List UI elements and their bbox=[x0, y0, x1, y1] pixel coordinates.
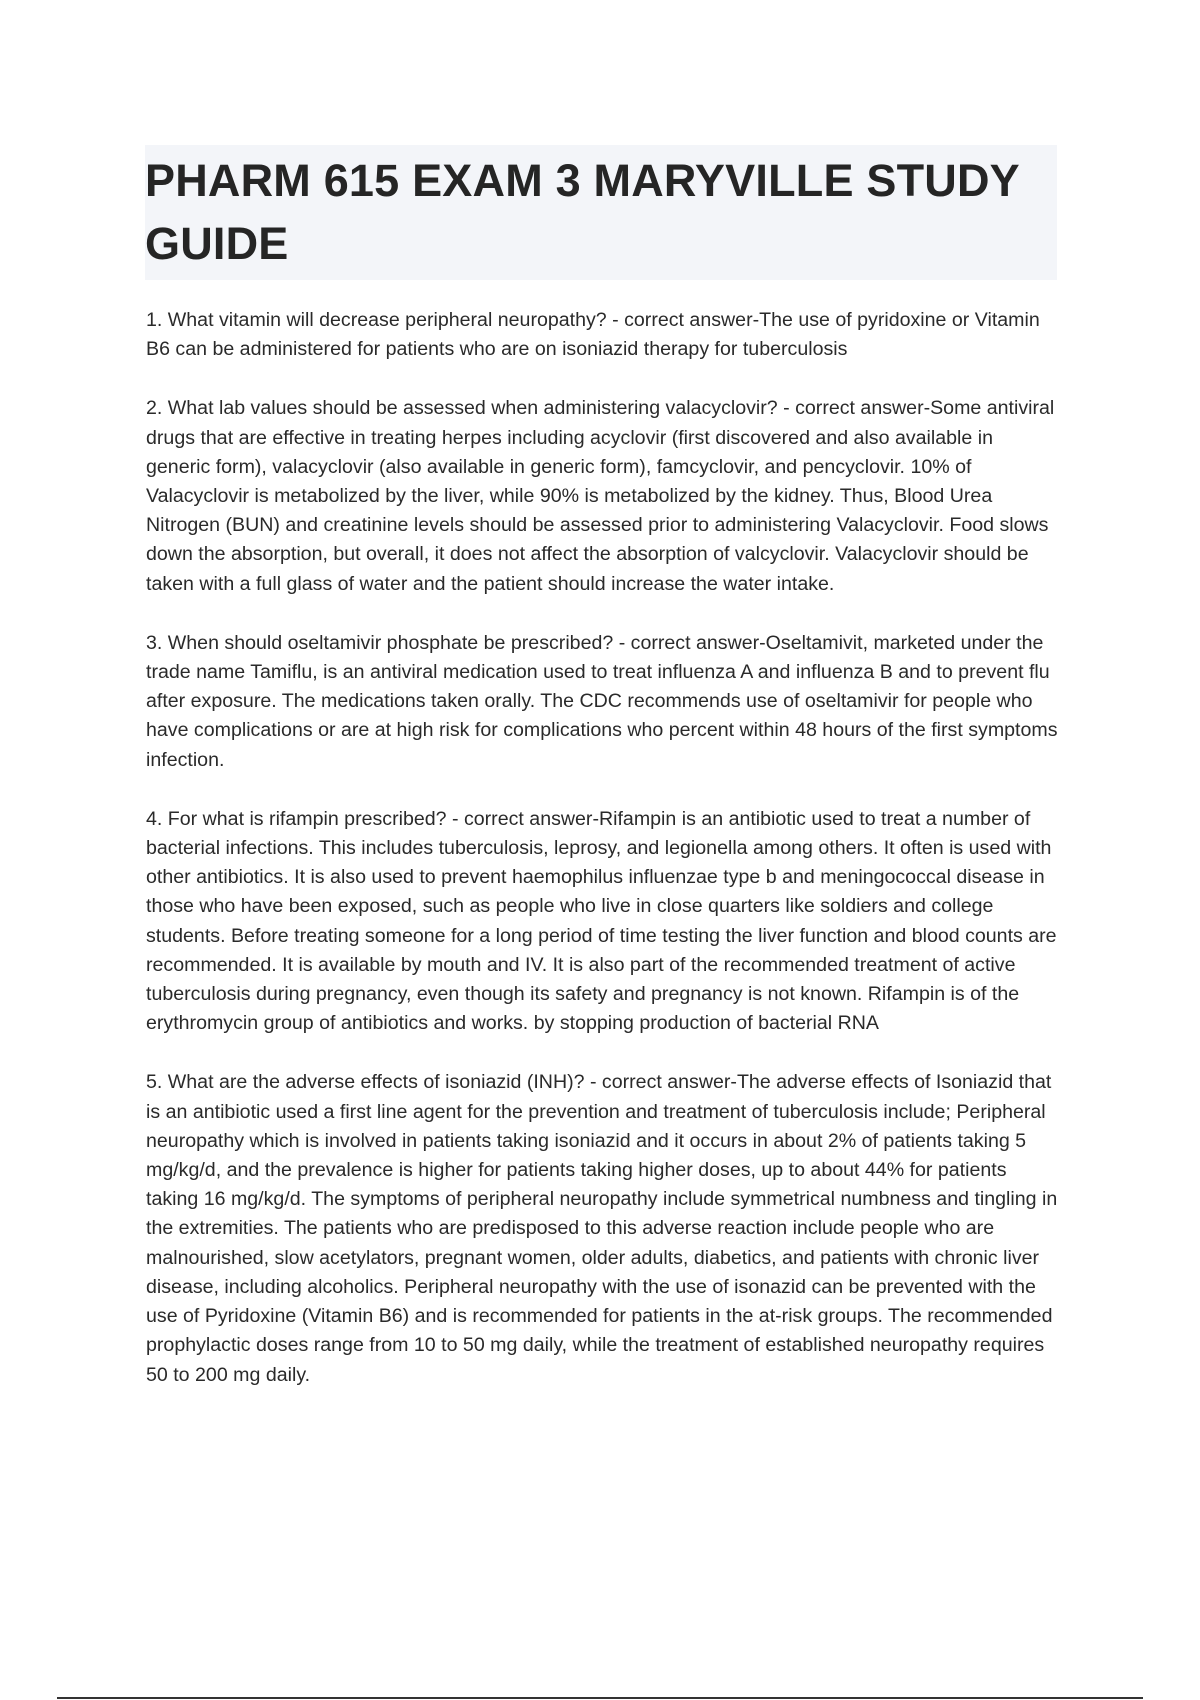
question-1: 1. What vitamin will decrease peripheral neuropathy? - correct answer-The use of pyridoxine or Vitamin B6 can be administered for patients who are on isoniazid therapy for tuberculosis bbox=[146, 309, 1040, 361]
question-3: 3. When should oseltamivir phosphate be prescribed? - correct answer-Oseltamivit, marketed under the trade name Tamiflu, is an antiviral medication used to treat influenza A and influenza B and to prevent flu after exposure. The medications taken orally. The CDC recommends use of oseltamivir for people who have complications or are at high risk for complications who percent within 48 hours of the first symptoms infection. bbox=[146, 631, 1058, 771]
question-2: 2. What lab values should be assessed when administering valacyclovir? - correct answer-Some antiviral drugs that are effective in treating herpes including acyclovir (first discovered and also available in generic form), valacyclovir (also available in generic form), famcyclovir, and pencyclovir. 10% of Valacyclovir is metabolized by the liver, while 90% is metabolized by the kidney. Thus, Blood Urea Nitrogen (BUN) and creatinine levels should be assessed prior to administering Valacyclovir. Food slows down the absorption, but overall, it does not affect the absorption of valcyclovir. Valacyclovir should be taken with a full glass of water and the patient should increase the water intake. bbox=[146, 397, 1055, 595]
page-title: PHARM 615 EXAM 3 MARYVILLE STUDY GUIDE bbox=[145, 155, 1020, 269]
question-4: 4. For what is rifampin prescribed? - correct answer-Rifampin is an antibiotic used to treat a number of bacterial infections. This includes tuberculosis, leprosy, and legionella among others. It often is used with other antibiotics. It is also used to prevent haemophilus influenzae type b and meningococcal disease in those who have been exposed, such as people who live in close quarters like soldiers and college students. Before treating someone for a long period of time testing the liver function and blood counts are recommended. It is available by mouth and IV. It is also part of the recommended treatment of active tuberculosis during pregnancy, even though its safety and pregnancy is not known. Rifampin is of the erythromycin group of antibiotics and works. by stopping production of bacterial RNA bbox=[146, 807, 1057, 1035]
question-5: 5. What are the adverse effects of isoniazid (INH)? - correct answer-The adverse effects of Isoniazid that is an antibiotic used a first line agent for the prevention and treatment of tuberculosis include; Peripheral neuropathy which is involved in patients taking isoniazid and it occurs in about 2% of patients taking 5 mg/kg/d, and the prevalence is higher for patients taking higher doses, up to about 44% for patients taking 16 mg/kg/d. The symptoms of peripheral neuropathy include symmetrical numbness and tingling in the extremities. The patients who are predisposed to this adverse reaction include people who are malnourished, slow acetylators, pregnant women, older adults, diabetics, and patients with chronic liver disease, including alcoholics. Peripheral neuropathy with the use of isonazid can be prevented with the use of Pyridoxine (Vitamin B6) and is recommended for patients in the at-risk groups. The recommended prophylactic doses range from 10 to 50 mg daily, while the treatment of established neuropathy requires 50 to 200 mg daily. bbox=[146, 1071, 1058, 1386]
question-list bbox=[146, 306, 1058, 1420]
title-banner bbox=[145, 145, 1057, 280]
footer-divider bbox=[57, 1697, 1143, 1699]
